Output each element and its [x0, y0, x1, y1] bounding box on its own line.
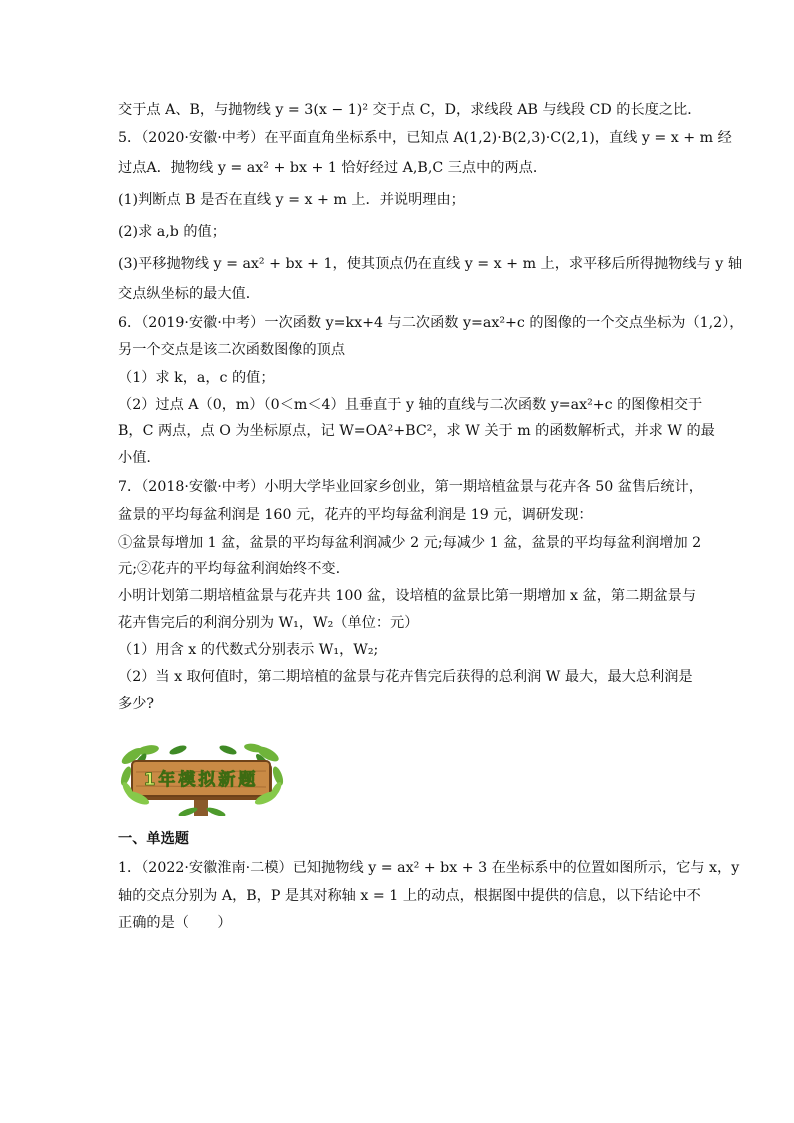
text-line: 交于点 A、B，与抛物线 y = 3(x − 1)² 交于点 C，D，求线段 AB 与线段 CD 的长度之比．	[118, 102, 702, 118]
text-line: (2)求 a,b 的值；	[118, 224, 226, 240]
text-line: 另一个交点是该二次函数图像的顶点	[118, 342, 346, 358]
text-line: 过点A．抛物线 y = ax² + bx + 1 恰好经过 A,B,C 三点中的两点．	[118, 160, 548, 176]
text-line: 元;②花卉的平均每盆利润始终不变.	[118, 561, 341, 577]
text-line: 花卉售完后的利润分别为 W₁，W₂（单位：元）	[118, 615, 419, 631]
text-line: （1）求 k，a，c 的值；	[118, 370, 275, 386]
text-line: 轴的交点分别为 A，B，P 是其对称轴 x = 1 上的动点，根据图中提供的信息，以下结论中不	[118, 888, 701, 904]
text-line: 小明计划第二期培植盆景与花卉共 100 盆，设培植的盆景比第一期增加 x 盆，第二期盆景与	[118, 588, 697, 604]
text-line: （2）当 x 取何值时，第二期培植的盆景与花卉售完后获得的总利润 W 最大，最大总利润是	[118, 669, 693, 685]
text-line: （2）过点 A（0，m）（0＜m＜4）且垂直于 y 轴的直线与二次函数 y=ax²+c 的图像相交于	[118, 397, 703, 413]
text-line: 小值.	[118, 450, 151, 466]
section-title: 一、单选题	[118, 831, 189, 847]
text-line: 盆景的平均每盆利润是 160 元，花卉的平均每盆利润是 19 元，调研发现：	[118, 507, 593, 523]
question-6-line: 6．（2019·安徽·中考）一次函数 y=kx+4 与二次函数 y=ax²+c 的图像的一个交点坐标为（1,2），	[118, 315, 744, 331]
text-line: 正确的是（ ）	[118, 915, 232, 931]
text-line: (1)判断点 B 是否在直线 y = x + m 上．并说明理由；	[118, 192, 465, 208]
wooden-sign-banner	[118, 742, 286, 816]
question-7-line: 7．（2018·安徽·中考）小明大学毕业回家乡创业，第一期培植盆景与花卉各 50 盆售后统计，	[118, 479, 703, 495]
text-line: 多少?	[118, 696, 154, 712]
text-line: （1）用含 x 的代数式分别表示 W₁，W₂;	[118, 642, 379, 658]
text-line: ①盆景每增加 1 盆，盆景的平均每盆利润减少 2 元;每减少 1 盆，盆景的平均每盆利润增加 2	[118, 535, 702, 551]
text-line: (3)平移抛物线 y = ax² + bx + 1，使其顶点仍在直线 y = x + m 上，求平移后所得抛物线与 y 轴	[118, 256, 743, 272]
banner-title: 1年模拟新题	[143, 770, 259, 790]
text-line: B，C 两点，点 O 为坐标原点，记 W=OA²+BC²，求 W 关于 m 的函数解析式，并求 W 的最	[118, 423, 715, 439]
text-line: 交点纵坐标的最大值．	[118, 286, 260, 302]
question-5-line: 5．（2020·安徽·中考）在平面直角坐标系中，已知点 A(1,2)·B(2,3)·C(2,1)，直线 y = x + m 经	[118, 130, 732, 146]
question-1-line: 1．（2022·安徽淮南·二模）已知抛物线 y = ax² + bx + 3 在坐标系中的位置如图所示，它与 x，y	[118, 860, 740, 876]
